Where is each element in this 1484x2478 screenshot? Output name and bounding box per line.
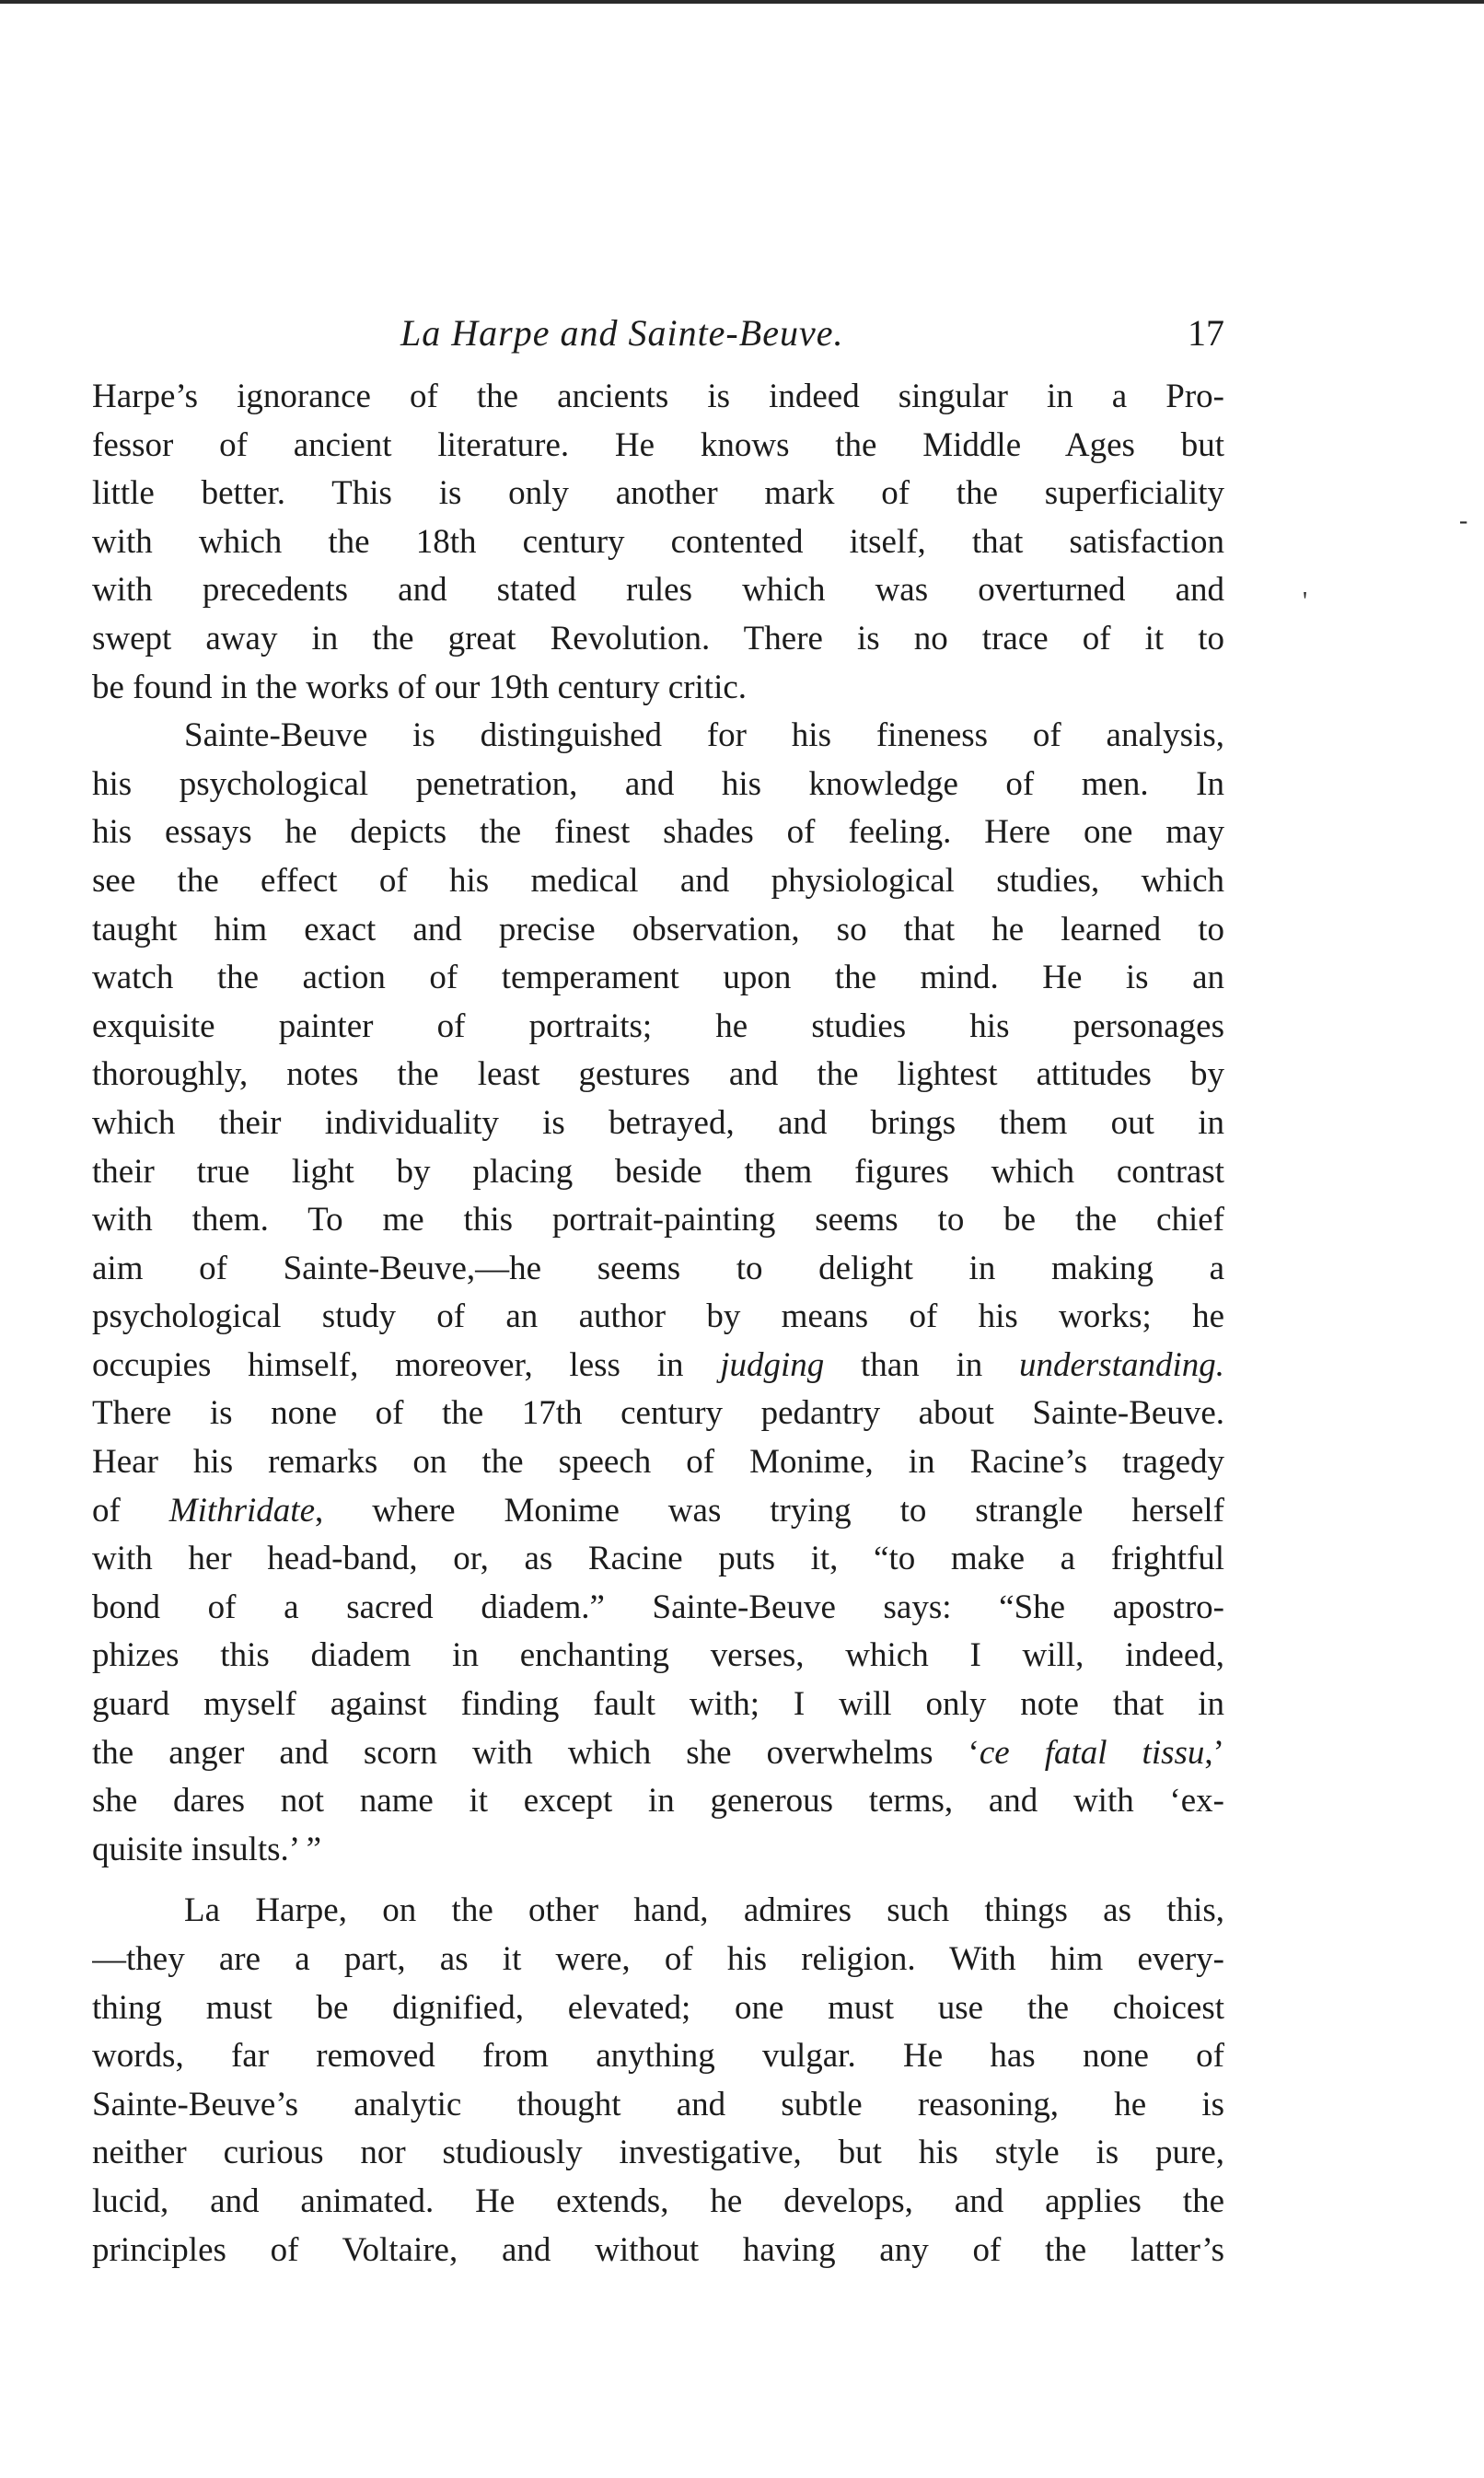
text-line: she dares not name it except in generous terms, and with ‘ex- [92, 1782, 1224, 1821]
top-rule [0, 0, 1484, 4]
text-run: occupies himself, moreover, less in [92, 1345, 721, 1384]
text-line [92, 1729, 1224, 1778]
running-head [92, 311, 1224, 366]
text-run: the anger and scorn with which she overwhelms [92, 1733, 968, 1772]
text-line: his psychological penetration, and his knowledge of men. In [92, 764, 1224, 803]
text-line: Sainte-Beuve is distinguished for his fineness of analysis, [184, 716, 1224, 755]
italic-run: ce fatal tissu [979, 1733, 1205, 1772]
text-line: phizes this diadem in enchanting verses, which I will, indeed, [92, 1636, 1224, 1675]
text-line: be found in the works of our 19th century critic. [92, 668, 748, 706]
text-line [92, 1342, 1224, 1390]
margin-tick-mark: ' [1303, 588, 1308, 616]
text-line: with them. To me this portrait-painting seems to be the chief [92, 1201, 1224, 1239]
italic-run: judging [720, 1345, 825, 1384]
text-line: thoroughly, notes the least gestures and the lightest attitudes by [92, 1055, 1224, 1094]
text-run: of [92, 1491, 169, 1530]
text-line: his essays he depicts the finest shades of feeling. Here one may [92, 813, 1224, 852]
body-text [92, 373, 1224, 2274]
text-line: which their individuality is betrayed, and brings them out in [92, 1103, 1224, 1142]
text-line: La Harpe, on the other hand, admires such things as this, [184, 1891, 1224, 1930]
paragraph-3 [92, 1887, 1224, 2274]
text-run: than in [824, 1345, 1019, 1384]
text-line: thing must be dignified, elevated; one must use the choicest [92, 1988, 1224, 2027]
text-line: exquisite painter of portraits; he studies his personages [92, 1006, 1224, 1045]
margin-dash-mark: - [1459, 506, 1468, 535]
text-line: lucid, and animated. He extends, he develops, and applies the [92, 2181, 1224, 2220]
running-title: La Harpe and Sainte-Beuve. [400, 312, 844, 354]
text-line: There is none of the 17th century pedantry about Sainte-Beuve. [92, 1394, 1224, 1433]
text-run: , where Monime was trying to strangle herself [315, 1491, 1224, 1530]
text-line: Harpe’s ignorance of the ancients is indeed singular in a Pro- [92, 378, 1224, 415]
paragraph-1 [92, 373, 1224, 712]
text-line: quisite insults.’ ” [92, 1830, 322, 1868]
text-line: fessor of ancient literature. He knows the Middle Ages but [92, 425, 1224, 464]
text-line: with her head-band, or, as Racine puts it, “to make a frightful [92, 1540, 1224, 1578]
text-line: little better. This is only another mark of the superficiality [92, 474, 1224, 513]
text-line: principles of Voltaire, and without having any of the latter’s [92, 2230, 1224, 2269]
italic-run: Mithridate [168, 1491, 316, 1530]
text-line: swept away in the great Revolution. There is no trace of it to [92, 619, 1224, 657]
text-line: their true light by placing beside them figures which contrast [92, 1152, 1224, 1191]
text-run: ,’ [1204, 1733, 1224, 1772]
text-line [92, 1487, 1224, 1536]
page-number: 17 [1188, 312, 1224, 354]
text-line: taught him exact and precise observation, so that he learned to [92, 910, 1224, 948]
text-line: bond of a sacred diadem.” Sainte-Beuve says: “She apostro- [92, 1588, 1224, 1626]
text-line: neither curious nor studiously investigative, but his style is pure, [92, 2134, 1224, 2172]
paragraph-gap [92, 1874, 1224, 1887]
text-line: guard myself against finding fault with; I will only note that in [92, 1685, 1224, 1724]
italic-run: understanding. [1018, 1345, 1224, 1384]
text-line: with which the 18th century contented itself, that satisfaction [92, 522, 1224, 561]
paragraph-2 [92, 712, 1224, 1874]
text-line: —they are a part, as it were, of his religion. With him every- [92, 1940, 1224, 1978]
text-line: watch the action of temperament upon the mind. He is an [92, 959, 1224, 997]
text-line: Sainte-Beuve’s analytic thought and subtle reasoning, he is [92, 2085, 1224, 2123]
text-line: with precedents and stated rules which was overturned and [92, 571, 1224, 610]
text-line: Hear his remarks on the speech of Monime, in Racine’s tragedy [92, 1443, 1224, 1482]
text-run: ‘ [968, 1733, 980, 1772]
text-line: psychological study of an author by means of his works; he [92, 1297, 1224, 1336]
text-line: aim of Sainte-Beuve,—he seems to delight in making a [92, 1249, 1224, 1287]
text-line: words, far removed from anything vulgar. He has none of [92, 2037, 1224, 2076]
text-line: see the effect of his medical and physiological studies, which [92, 861, 1224, 900]
